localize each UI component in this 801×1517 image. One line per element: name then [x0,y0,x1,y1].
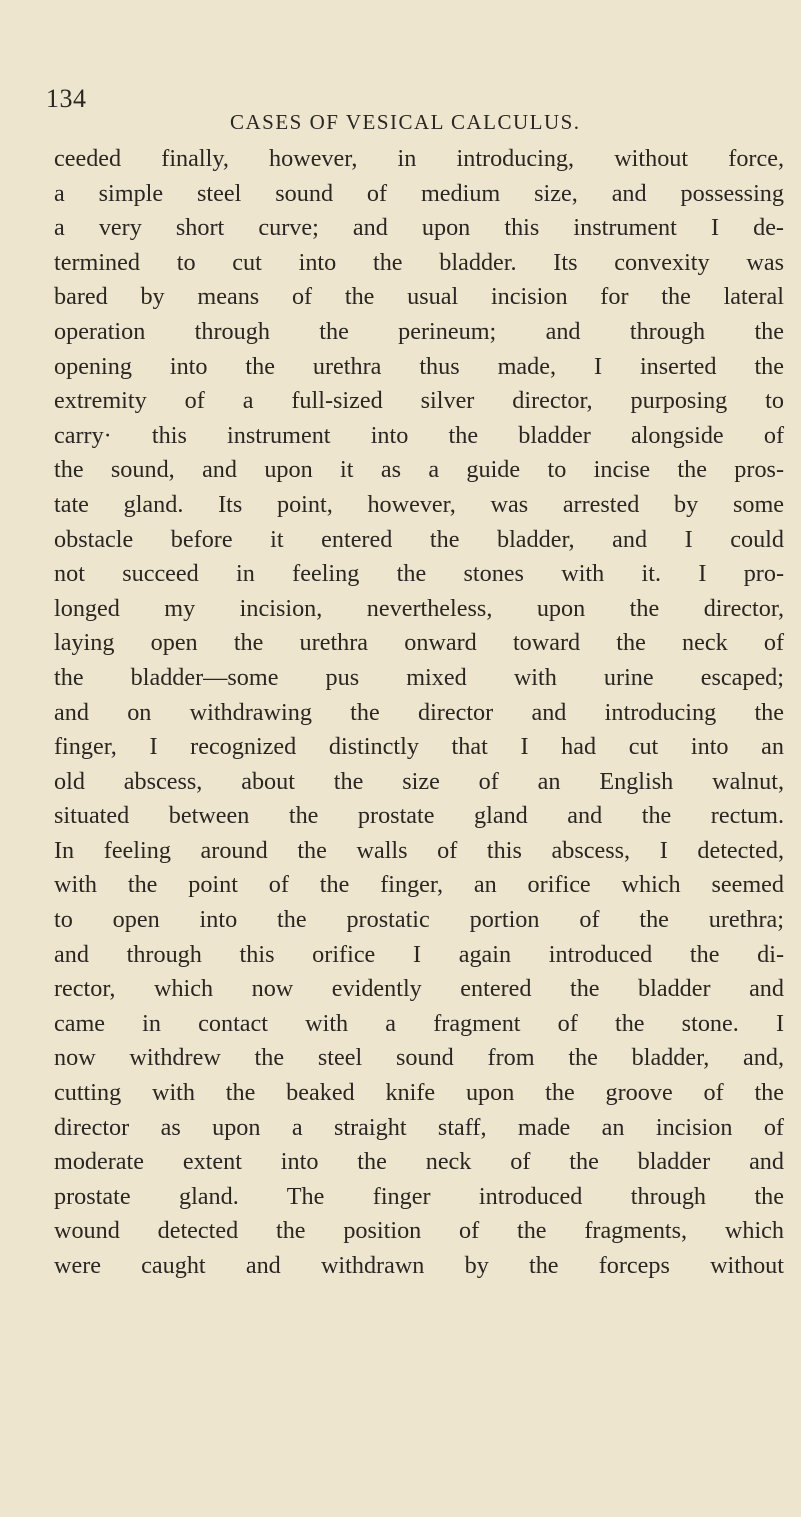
page-number: 134 [46,84,87,113]
text-line: the sound, and upon it as a guide to incise the pros- [54,456,784,484]
text-line: bared by means of the usual incision for the lateral [54,283,784,311]
text-line: tate gland. Its point, however, was arrested by some [54,490,784,518]
text-line: moderate extent into the neck of the bladder and [54,1148,784,1176]
text-line: old abscess, about the size of an English walnut, [54,767,784,795]
text-line: and on withdrawing the director and introducing the [54,698,784,726]
text-line: not succeed in feeling the stones with it. I pro- [54,560,784,588]
text-line: carry· this instrument into the bladder alongside of [54,421,784,449]
text-line: now withdrew the steel sound from the bladder, and, [54,1044,784,1072]
running-title: CASES OF VESICAL CALCULUS. [230,110,581,134]
text-line: came in contact with a fragment of the stone. I [54,1009,784,1037]
text-line: situated between the prostate gland and the rectum. [54,802,784,830]
text-line: laying open the urethra onward toward the neck of [54,629,784,657]
text-line: the bladder—some pus mixed with urine escaped; [54,663,784,691]
text-line: to open into the prostatic portion of the urethra; [54,906,784,934]
text-line: were caught and withdrawn by the forceps without [54,1252,784,1279]
text-line: rector, which now evidently entered the bladder and [54,975,784,1003]
text-line: longed my incision, nevertheless, upon the director, [54,594,784,622]
text-line: finger, I recognized distinctly that I had cut into an [54,733,784,761]
text-line: operation through the perineum; and through the [54,317,784,345]
text-line: wound detected the position of the fragments, which [54,1217,784,1245]
text-line: cutting with the beaked knife upon the groove of the [54,1079,784,1107]
text-line: and through this orifice I again introduced the di- [54,940,784,968]
page-header [46,84,746,134]
text-line: extremity of a full-sized silver director, purposing to [54,387,784,415]
body-text [54,142,784,1284]
text-line: obstacle before it entered the bladder, and I could [54,525,784,553]
text-line: with the point of the finger, an orifice which seemed [54,871,784,899]
text-line: In feeling around the walls of this abscess, I detected, [54,836,784,864]
text-line: opening into the urethra thus made, I inserted the [54,352,784,380]
text-line: ceeded finally, however, in introducing, without force, [54,145,784,172]
text-line: a very short curve; and upon this instrument I de- [54,214,784,242]
text-line: a simple steel sound of medium size, and possessing [54,179,784,207]
text-line: termined to cut into the bladder. Its convexity was [54,248,784,276]
text-line: director as upon a straight staff, made an incision of [54,1113,784,1141]
text-line: prostate gland. The finger introduced through the [54,1182,784,1210]
